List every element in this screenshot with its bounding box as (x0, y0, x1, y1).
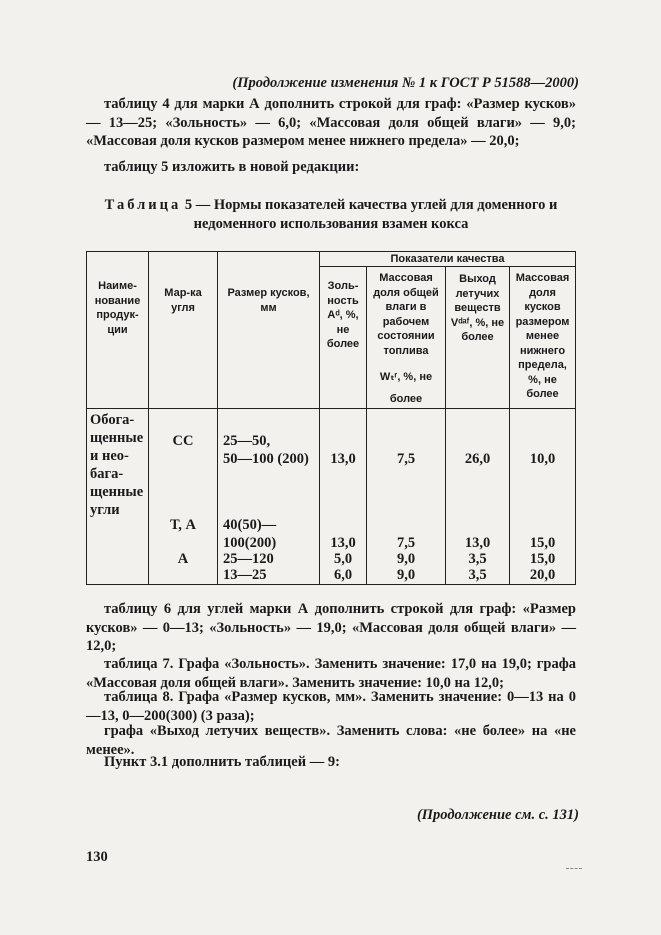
table-col-rule (217, 251, 218, 585)
paragraph-table7: таблица 7. Графа «Зольность». Заменить значение: 17,0 на 19,0; графа «Массовая доля общей влаги». Заменить значение: 10,0 на 12,0; (86, 656, 576, 691)
row2-volatile: 13,0 (464, 535, 491, 551)
row3-mark: А (177, 551, 189, 567)
paragraph-table6: таблицу 6 для углей марки А дополнить строкой для граф: «Размер кусков» — 0—13; «Зольность» — 19,0; «Массовая доля общей влаги» — 12,0; (86, 601, 576, 654)
row3-moisture: 9,0 (396, 551, 416, 567)
row4-moisture: 9,0 (396, 567, 416, 583)
paragraph-table4: таблицу 4 для марки А дополнить строкой для граф: «Размер кусков» — 13—25; «Зольность» — 6,0; «Массовая доля общей влаги» — 9,0; «Массовая доля кусков размером менее нижнего предела» — 20,0; (86, 96, 576, 149)
page-number: 130 (86, 849, 108, 865)
col-size: Размер кусков, мм (227, 287, 310, 314)
row3-size: 25—120 (223, 551, 274, 567)
group-header: Показатели качества (390, 253, 505, 265)
row1-size2: 50—100 (200) (223, 451, 309, 467)
col-mark: Мар-ка угля (164, 287, 202, 314)
paragraph-table5-intro: таблицу 5 изложить в новой редакции: (104, 159, 360, 175)
table-col-rule (148, 251, 149, 585)
row4-fines: 20,0 (529, 567, 556, 583)
col-product: Наиме-нование продук-ции (94, 280, 141, 336)
table-border-left (86, 251, 87, 585)
col-moisture: Массовая доля общей влаги в рабочем состоянии топлива (373, 272, 439, 357)
row2-ash: 13,0 (330, 535, 356, 551)
table-caption: Таблица 5 — Нормы показателей качества углей для доменного и недоменного использования взамен кокса (104, 197, 558, 232)
row2-mark: Т, А (170, 517, 196, 533)
col-ash: Золь-ность Aᵈ, %, не более (326, 280, 360, 350)
col-fines: Массовая доля кусков размером менее нижнего предела, %, не более (515, 272, 570, 400)
paragraph-table8: таблица 8. Графа «Размер кусков, мм». Заменить значение: 0—13 на 0—13, 0—200(300) (3 раза); (86, 689, 576, 724)
row2-fines: 15,0 (529, 535, 556, 551)
row1-ash: 13,0 (330, 451, 356, 467)
row2-size: 40(50)— (223, 517, 277, 533)
table-border-bottom (86, 584, 576, 585)
scan-mark (566, 868, 582, 870)
row4-volatile: 3,5 (468, 567, 487, 583)
paragraph-clause31: Пункт 3.1 дополнить таблицей — 9: (104, 754, 340, 770)
table-border-right (575, 251, 576, 585)
row3-volatile: 3,5 (468, 551, 487, 567)
row1-moisture: 7,5 (396, 451, 416, 467)
col-volatile: Выход летучих веществ Vᵈᵃᶠ, %, не более (450, 273, 505, 343)
row3-ash: 5,0 (333, 551, 353, 567)
row2-size2: 100(200) (223, 535, 277, 551)
row1-fines: 10,0 (529, 451, 556, 467)
row2-moisture: 7,5 (396, 535, 416, 551)
table-header-rule (86, 408, 576, 409)
row1-volatile: 26,0 (464, 451, 491, 467)
row4-size: 13—25 (223, 567, 267, 583)
col-moisture-unit: Wₜʳ, %, не более (379, 371, 433, 405)
quality-table (86, 251, 576, 584)
row1-mark: СС (172, 433, 194, 449)
continuation-note: (Продолжение см. с. 131) (416, 807, 579, 823)
paragraph-volatile: графа «Выход летучих веществ». Заменить слова: «не более» на «не менее». (86, 723, 576, 758)
row1-size: 25—50, (223, 433, 271, 449)
page-header: (Продолжение изменения № 1 к ГОСТ Р 51588—2000) (232, 75, 579, 91)
product-label: Обога-щенные и нео-бага-щенные угли (90, 412, 144, 518)
row3-fines: 15,0 (529, 551, 556, 567)
row4-ash: 6,0 (333, 567, 353, 583)
